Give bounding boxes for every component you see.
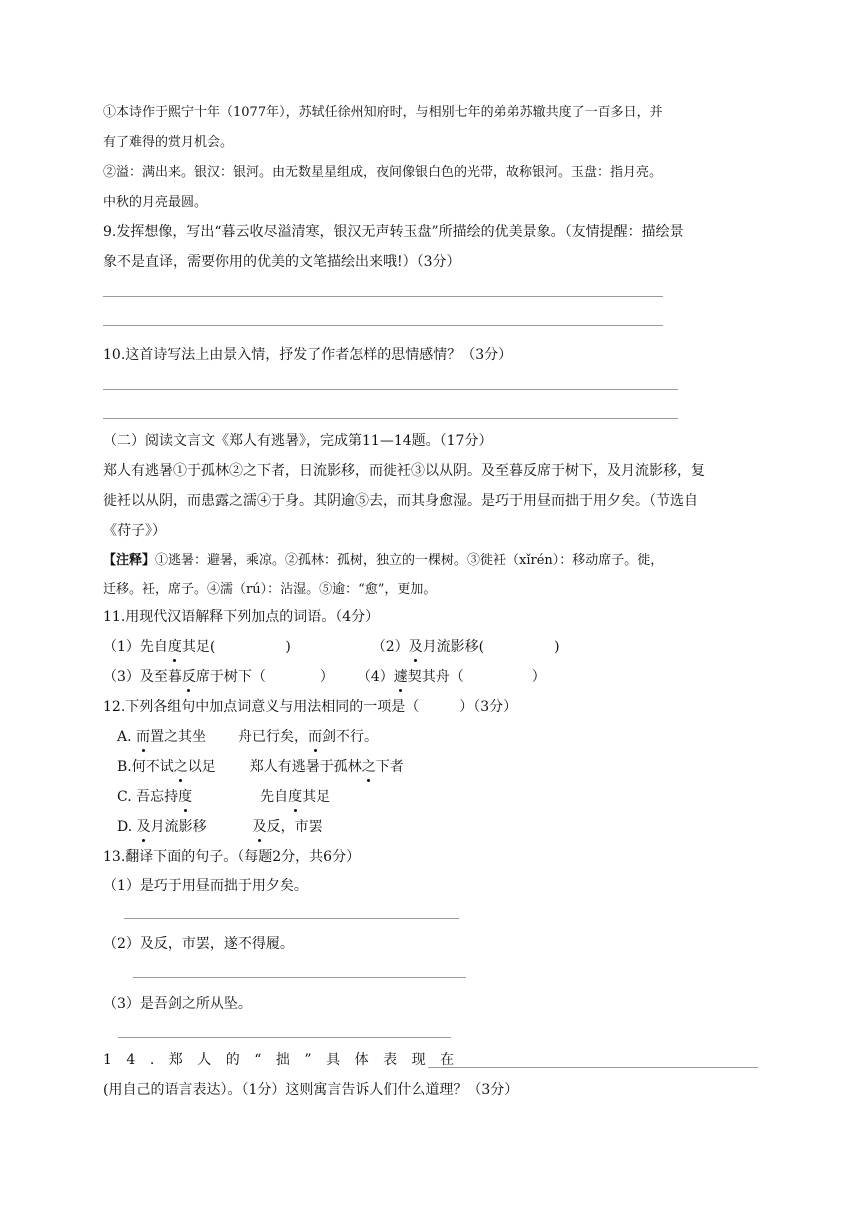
dotted-word: 度	[167, 639, 182, 655]
dotted-word: 及	[252, 819, 267, 835]
q13-answer-line-3[interactable]	[118, 1037, 451, 1038]
annotation-line1	[103, 551, 763, 571]
dotted-word: 而	[308, 729, 323, 745]
note2-line2: 中秋的月亮最圆。	[103, 195, 208, 210]
q12-option-c[interactable]: C. 吾忘持度 先自度其足	[117, 789, 331, 805]
dotted-word: 而	[136, 729, 151, 745]
q9-line1: 9.发挥想像，写出“暮云收尽溢清寒，银汉无声转玉盘”所描绘的优美景象。（友情提醒：描绘景	[103, 224, 684, 240]
q11-item3: （3）及至暮反席于树下（ ）	[103, 669, 334, 685]
q13-answer-line-2[interactable]	[133, 977, 466, 978]
note1-line1: ①本诗作于熙宁十年（1077年），苏轼任徐州知府时，与相别七年的弟弟苏辙共度了一百多日，并	[103, 105, 663, 120]
section2-heading: （二）阅读文言文《郑人有逃暑》，完成第11—14题。（17分）	[103, 433, 493, 449]
q10-question: 10.这首诗写法上由景入情，抒发了作者怎样的思情感情？（3分）	[103, 347, 513, 363]
q11-row1	[103, 637, 763, 657]
q12-title: 12.下列各组句中加点词意义与用法相同的一项是（ ）（3分）	[103, 699, 518, 715]
dotted-word: 及	[136, 819, 151, 835]
q13-answer-line-1[interactable]	[124, 918, 459, 919]
passage-line2: 徙衽以从阴，而患露之濡④于身。其阴逾⑤去，而其身愈湿。是巧于用昼而拙于用夕矣。（节选自	[103, 493, 698, 509]
note1-line2: 有了难得的赏月机会。	[103, 135, 234, 150]
q11-item1: （1）先自度其足( )	[103, 639, 291, 655]
q13-item3: （3）是吾剑之所从坠。	[103, 996, 252, 1012]
q10-answer-line-1[interactable]	[103, 389, 678, 390]
annotation-text1: ①逃暑：避暑，乘凉。②孤林：孤树，独立的一棵树。③徙衽（xǐrén）：移动席子。徙，	[155, 553, 664, 568]
q11-title: 11.用现代汉语解释下列加点的词语。（4分）	[103, 609, 380, 625]
q13-title: 13.翻译下面的句子。（每题2分，共6分）	[103, 849, 361, 865]
dotted-word: 之	[173, 759, 188, 775]
q10-answer-line-2[interactable]	[103, 418, 678, 419]
q9-line2: 象不是直译，需要你用的优美的文笔描绘出来哦!）（3分）	[103, 254, 461, 270]
passage-line1: 郑人有逃暑①于孤林②之下者，日流影移，而徙衽③以从阴。及至暮反席于树下，及月流影移，复	[103, 463, 705, 479]
dotted-word: 遽	[393, 669, 408, 685]
q9-answer-line-2[interactable]	[103, 325, 663, 326]
passage-line3: 《苻子》）	[103, 523, 166, 539]
dotted-word: 反	[181, 669, 196, 685]
q11-item4: （4）遽契其舟（ ）	[356, 669, 546, 685]
q12-option-d[interactable]: D. 及月流影移 及反，市罢	[117, 819, 323, 835]
q11-row2	[103, 667, 763, 687]
dotted-word: 度	[178, 789, 193, 805]
q14-line1: 14.郑人的“拙”具体表现在	[103, 1052, 469, 1068]
annotation-label: 【注释】	[103, 553, 156, 568]
q12-option-b[interactable]: B.何不试之以足 郑人有逃暑于孤林之下者	[117, 759, 404, 775]
q14-line2: (用自己的语言表达）。（1分）这则寓言告诉人们什么道理？（3分）	[103, 1082, 519, 1098]
q11-item2: （2）及月流影移( )	[371, 639, 560, 655]
annotation-line2: 迁移。衽，席子。④濡（rú）：沾湿。⑤逾：“愈”，更加。	[103, 582, 437, 597]
note2-line1: ②溢：满出来。银汉：银河。由无数星星组成，夜间像银白色的光带，故称银河。玉盘：指月亮。	[103, 165, 663, 180]
q9-answer-line-1[interactable]	[103, 296, 663, 297]
q13-item2: （2）及反，市罢，遂不得履。	[103, 936, 294, 952]
q14-answer-line[interactable]	[428, 1067, 758, 1068]
dotted-word: 之	[361, 759, 376, 775]
q13-item1: （1）是巧于用昼而拙于用夕矣。	[103, 878, 308, 894]
q12-option-a[interactable]: A. 而置之其坐 舟已行矣，而剑不行。	[117, 729, 379, 745]
dotted-word: 度	[288, 789, 303, 805]
dotted-word: 及	[408, 639, 423, 655]
